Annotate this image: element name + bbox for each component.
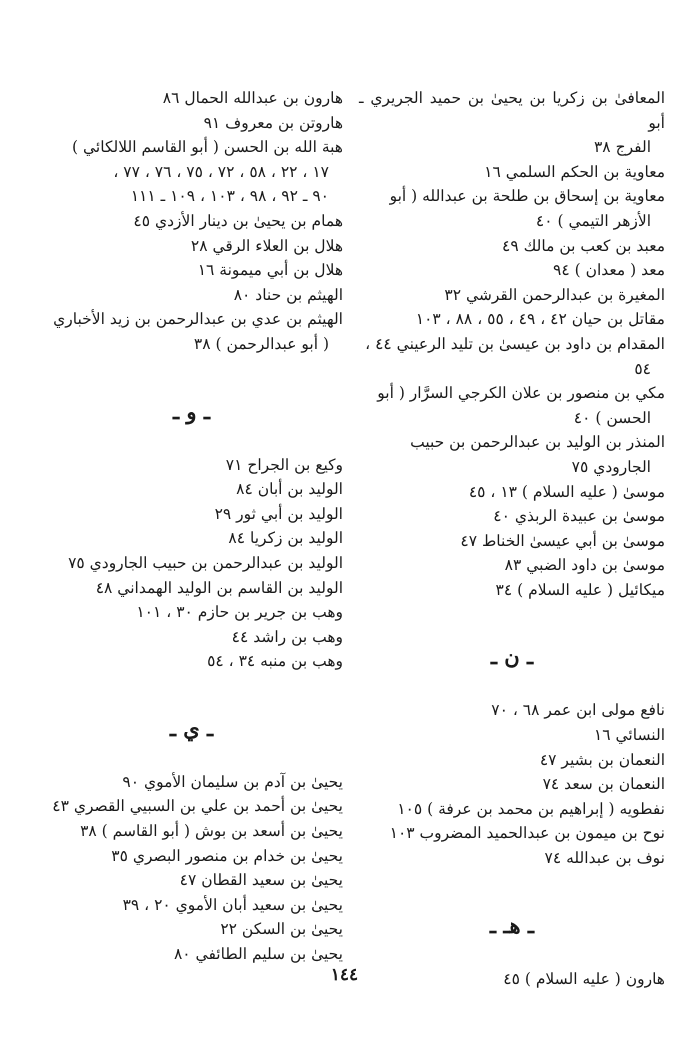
index-entry: نوح بن ميمون بن عبدالحميد المضروب ١٠٣ — [389, 824, 665, 843]
index-entry: النعمان بن بشير ٤٧ — [539, 750, 665, 769]
index-entry: ٩٠ ـ ٩٢ ، ٩٨ ، ١٠٣ ، ١٠٩ ـ ١١١ — [130, 187, 329, 206]
section-heading-waw: ـ و ـ — [172, 398, 211, 424]
section-heading-nun: ـ ن ـ — [490, 644, 534, 670]
index-entry: موسىٰ بن أبي عيسىٰ الخناط ٤٧ — [460, 531, 665, 550]
page-number: ١٤٤ — [330, 965, 359, 985]
index-entry: يحيىٰ بن السكن ٢٢ — [220, 920, 343, 939]
index-entry: المغيرة بن عبدالرحمن القرشي ٣٢ — [444, 285, 665, 304]
index-entry: موسىٰ بن داود الضبي ٨٣ — [504, 556, 665, 575]
index-entry: المعافىٰ بن زكريا بن يحيىٰ بن حميد الجريري ـ أبو الفرج ٣٨ — [359, 89, 665, 157]
index-entry: نافع مولى ابن عمر ٦٨ ، ٧٠ — [491, 701, 665, 720]
index-entry: موسىٰ بن عبيدة الربذي ٤٠ — [493, 507, 665, 526]
index-entry: هارون بن عبدالله الحمال ٨٦ — [162, 89, 343, 107]
index-entry: ميكائيل ( عليه السلام ) ٣٤ — [495, 580, 665, 599]
index-entry: الهيثم بن عدي بن عبدالرحمن بن زيد الأخباري ( أبو عبدالرحمن ) ٣٨ — [53, 310, 343, 353]
index-entry: المنذر بن الوليد بن عبدالرحمن بن حبيب الجارودي ٧٥ — [410, 433, 665, 476]
entries-waw — [40, 453, 343, 674]
index-entry: همام بن يحيىٰ بن دينار الأزدي ٤٥ — [133, 211, 343, 230]
index-entry: الوليد بن عبدالرحمن بن حبيب الجارودي ٧٥ — [68, 553, 343, 572]
index-entry: الوليد بن زكريا ٨٤ — [228, 529, 343, 548]
index-entry: وهب بن راشد ٤٤ — [231, 627, 343, 646]
index-entry: نفطويه ( إبراهيم بن محمد بن عرفة ) ١٠٥ — [397, 799, 665, 818]
index-entry: موسىٰ ( عليه السلام ) ١٣ ، ٤٥ — [468, 482, 665, 501]
right-column — [359, 86, 689, 991]
index-entry: الوليد بن القاسم بن الوليد الهمداني ٤٨ — [95, 578, 343, 597]
entries-ya — [40, 770, 343, 967]
index-entry: الهيثم بن حناد ٨٠ — [233, 285, 343, 304]
index-entry: معاوية بن إسحاق بن طلحة بن عبدالله ( أبو الأزهر التيمي ) ٤٠ — [389, 187, 665, 230]
index-entry: هاروتن بن معروف ٩١ — [203, 113, 343, 132]
index-entry: هارون ( عليه السلام ) ٤٥ — [503, 969, 665, 988]
index-entry: النسائي ١٦ — [593, 726, 665, 745]
index-entry: يحيىٰ بن خدام بن منصور البصري ٣٥ — [111, 846, 343, 865]
index-entry: يحيىٰ بن سليم الطائفي ٨٠ — [173, 945, 343, 964]
index-entry: وكيع بن الجراح ٧١ — [225, 455, 343, 474]
index-entry: مقاتل بن حيان ٤٢ ، ٤٩ ، ٥٥ ، ٨٨ ، ١٠٣ — [415, 310, 665, 329]
index-entry: يحيىٰ بن أحمد بن علي بن السبيي القصري ٤٣ — [52, 797, 343, 816]
index-entry: هلال بن أبي ميمونة ١٦ — [197, 261, 343, 280]
section-heading-ha: ـ هـ ـ — [489, 912, 535, 938]
index-entry: هبة الله بن الحسن ( أبو القاسم اللالكائي ) ١٧ ، ٢٢ ، ٥٨ ، ٧٢ ، ٧٥ ، ٧٦ ، ٧٧ ، — [72, 138, 343, 181]
entries-ha-continued — [40, 86, 343, 357]
index-entry: النعمان بن سعد ٧٤ — [542, 775, 665, 794]
index-entry: مكي بن منصور بن علان الكرجي السرَّار ( أبو الحسن ) ٤٠ — [377, 384, 665, 427]
index-entry: نوف بن عبدالله ٧٤ — [544, 849, 665, 868]
index-entry: معاوية بن الحكم السلمي ١٦ — [484, 162, 665, 181]
index-entry: يحيىٰ بن أسعد بن بوش ( أبو القاسم ) ٣٨ — [80, 822, 343, 841]
index-entry: وهب بن جرير بن حازم ٣٠ ، ١٠١ — [136, 603, 343, 622]
index-entry: معد ( معدان ) ٩٤ — [553, 261, 665, 280]
section-heading-ya: ـ ي ـ — [169, 715, 214, 741]
index-entry: الوليد بن أبان ٨٤ — [236, 480, 343, 499]
index-entry: الوليد بن أبي ثور ٢٩ — [214, 504, 343, 523]
index-entry: يحيىٰ بن سعيد القطان ٤٧ — [179, 871, 343, 890]
entries-mim — [359, 86, 665, 602]
index-entry: وهب بن منبه ٣٤ ، ٥٤ — [207, 652, 343, 671]
index-entry: يحيىٰ بن آدم بن سليمان الأموي ٩٠ — [122, 772, 343, 791]
index-entry: هلال بن العلاء الرقي ٢٨ — [190, 236, 343, 255]
index-entry: معبد بن كعب بن مالك ٤٩ — [502, 236, 665, 255]
left-column — [0, 86, 357, 967]
entries-nun — [359, 698, 665, 870]
index-entry: المقدام بن داود بن عيسىٰ بن تليد الرعيني ٤٤ ، ٥٤ — [365, 334, 665, 378]
index-entry: يحيىٰ بن سعيد أبان الأموي ٢٠ ، ٣٩ — [122, 895, 343, 914]
